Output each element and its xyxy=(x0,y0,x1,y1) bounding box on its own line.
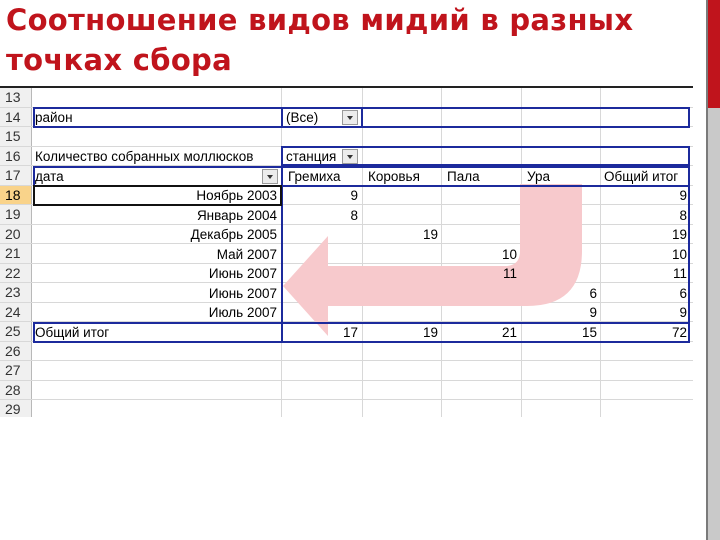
cell-value: 9 xyxy=(350,188,358,203)
total-value: 15 xyxy=(581,324,597,340)
slide-title: Соотношение видов мидий в разных точках сбора xyxy=(6,3,634,77)
column-header: Общий итог xyxy=(604,168,679,184)
filter-value-border xyxy=(281,107,363,128)
row-header[interactable]: 17 xyxy=(0,166,32,185)
row-header[interactable]: 23 xyxy=(0,283,32,302)
row-header[interactable]: 15 xyxy=(0,127,32,146)
column-header: Ура xyxy=(527,168,550,184)
row-header[interactable]: 19 xyxy=(0,205,32,224)
cell-value: 19 xyxy=(422,227,438,242)
row-date: Декабрь 2005 xyxy=(190,227,277,242)
column-header: Пала xyxy=(447,168,480,184)
column-header: Коровья xyxy=(368,168,420,184)
cell-value: 19 xyxy=(671,227,687,242)
row-header[interactable]: 27 xyxy=(0,361,32,380)
cell-value: 9 xyxy=(589,305,597,320)
cell-value: 10 xyxy=(671,246,687,262)
spreadsheet-screenshot xyxy=(0,86,693,417)
row-header[interactable]: 16 xyxy=(0,147,32,166)
filter-value[interactable]: (Все) xyxy=(286,110,319,125)
total-value: 19 xyxy=(422,324,438,340)
row-header[interactable]: 14 xyxy=(0,108,32,127)
right-accent-bar xyxy=(708,0,720,108)
row-field-label: дата xyxy=(35,168,64,184)
row-date: Июнь 2007 xyxy=(208,285,277,301)
row-header[interactable]: 28 xyxy=(0,381,32,400)
total-value: 21 xyxy=(501,324,517,340)
cell-value: 11 xyxy=(502,266,517,281)
row-header-selected[interactable]: 18 xyxy=(0,186,32,205)
values-area-border xyxy=(281,166,690,343)
cell-value: 8 xyxy=(679,207,687,223)
total-value: 17 xyxy=(342,324,358,340)
values-label: Количество собранных моллюсков xyxy=(35,149,254,164)
row-date: Июль 2007 xyxy=(208,305,277,320)
row-header[interactable]: 24 xyxy=(0,303,32,322)
cell-value: 10 xyxy=(501,246,517,262)
row-date: Июнь 2007 xyxy=(208,266,277,281)
row-date: Май 2007 xyxy=(216,246,277,262)
row-header[interactable]: 26 xyxy=(0,342,32,361)
cell-value: 9 xyxy=(679,188,687,203)
column-field-area-border xyxy=(281,146,690,166)
filter-label: район xyxy=(35,110,73,125)
total-value: 72 xyxy=(671,324,687,340)
column-header: Гремиха xyxy=(288,168,341,184)
right-divider-line xyxy=(706,0,708,540)
row-header[interactable]: 25 xyxy=(0,322,32,341)
row-header[interactable]: 21 xyxy=(0,244,32,263)
cell-value: 6 xyxy=(679,285,687,301)
cell-value: 6 xyxy=(589,285,597,301)
row-date: Январь 2004 xyxy=(196,207,277,223)
grand-total-label: Общий итог xyxy=(35,324,110,340)
column-field-label: станция xyxy=(286,149,337,164)
row-date: Ноябрь 2003 xyxy=(196,188,277,203)
active-cell-selection[interactable] xyxy=(33,185,282,206)
cell-value: 9 xyxy=(679,305,687,320)
row-header[interactable]: 29 xyxy=(0,400,32,417)
row-header[interactable]: 13 xyxy=(0,88,32,107)
cell-value: 11 xyxy=(672,266,687,281)
row-header[interactable]: 20 xyxy=(0,225,32,244)
cell-value: 8 xyxy=(350,207,358,223)
row-header[interactable]: 22 xyxy=(0,264,32,283)
